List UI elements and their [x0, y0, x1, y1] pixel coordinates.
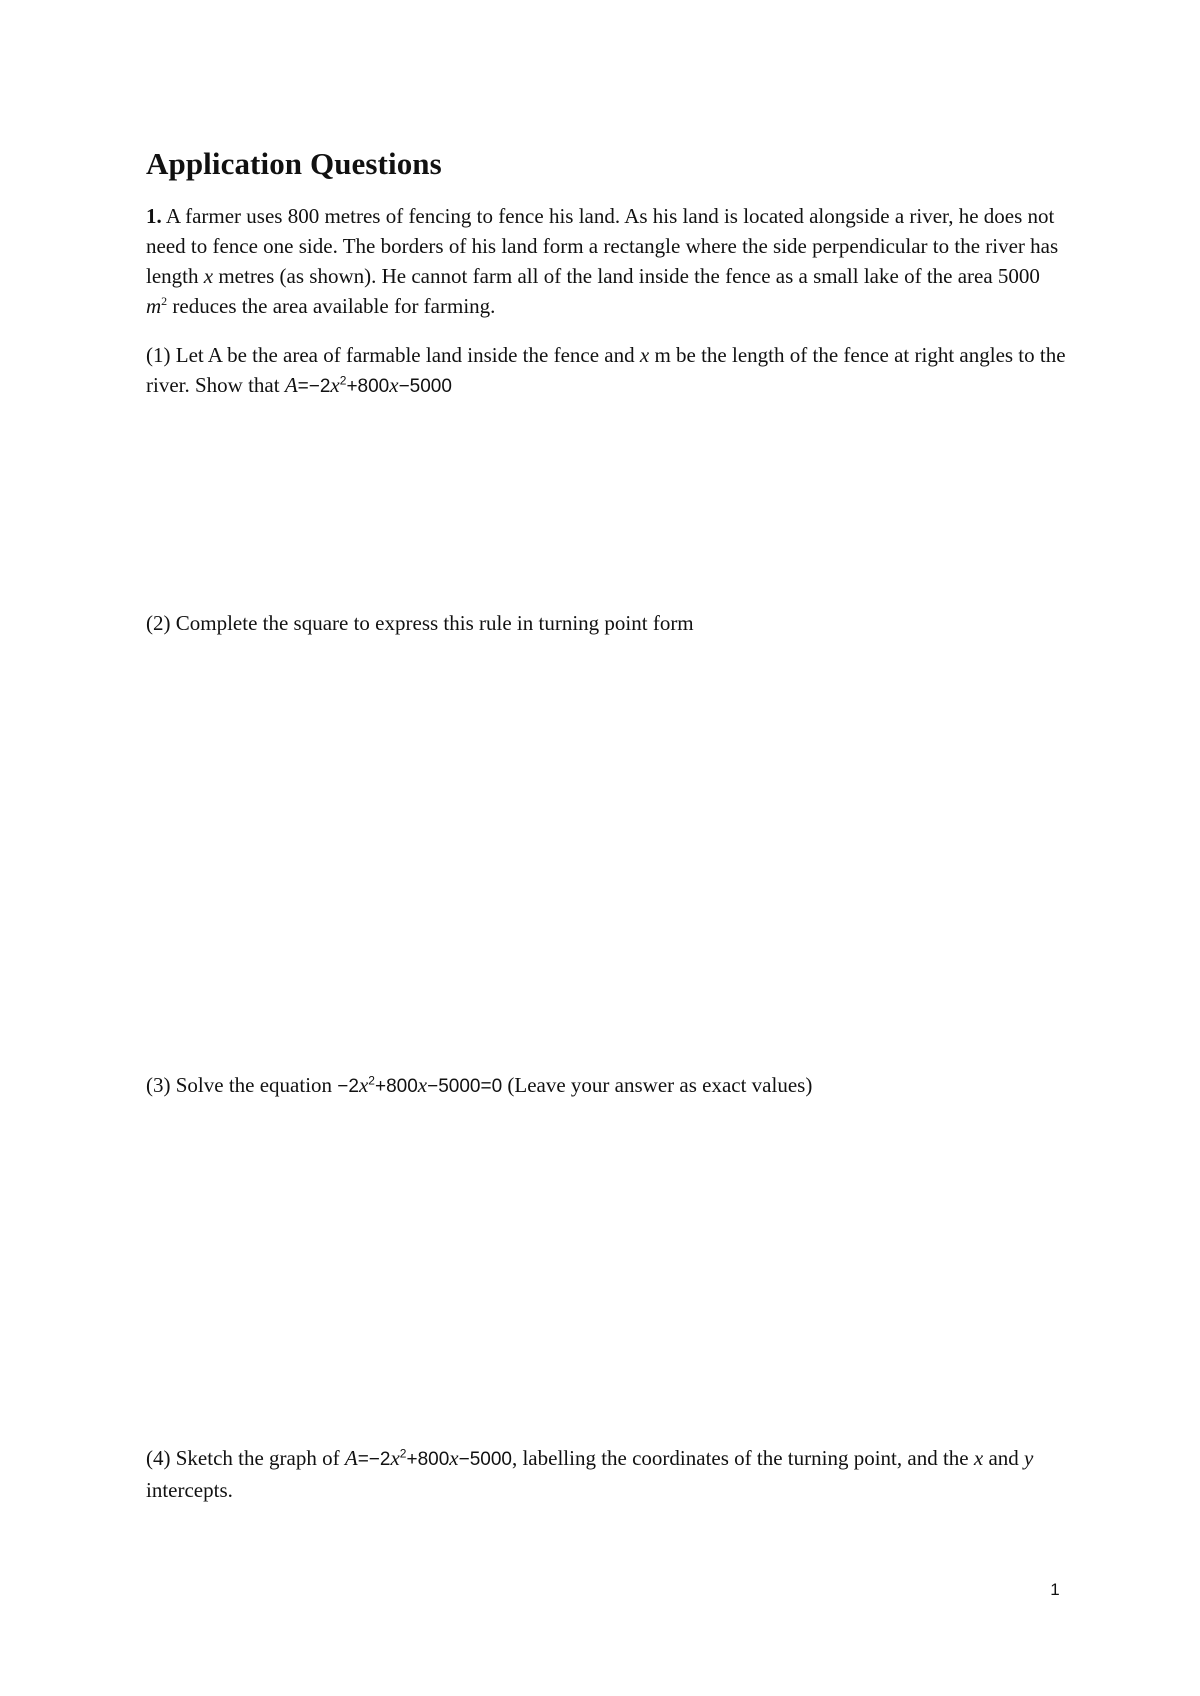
variable-x: x — [639, 343, 650, 367]
eq-variable-x: x — [417, 1073, 428, 1097]
q4-text-b: , labelling the coordinates of the turning point, and the — [511, 1446, 974, 1470]
intro-text-c: reduces the area available for farming. — [167, 294, 496, 318]
variable-y: y — [1024, 1446, 1034, 1470]
quadratic-equation — [337, 1073, 503, 1097]
eq-variable-x: x — [389, 373, 399, 397]
question-part-1 — [146, 340, 1066, 402]
eq-variable-x: x — [330, 373, 340, 397]
question-part-4 — [146, 1443, 1066, 1505]
eq-variable-x: x — [390, 1446, 400, 1470]
q3-text-b: (Leave your answer as exact values) — [502, 1073, 813, 1097]
graph-equation — [344, 1446, 512, 1470]
unit-exponent: 2 — [161, 294, 168, 308]
eq-variable-x: x — [358, 1073, 369, 1097]
eq-exponent: 2 — [339, 373, 347, 388]
eq-part: −5000 — [398, 376, 452, 397]
eq-part: +800 — [346, 376, 390, 397]
q1-text-a: (1) Let A be the area of farmable land inside the fence and — [146, 343, 640, 367]
q4-text-a: (4) Sketch the graph of — [146, 1446, 345, 1470]
eq-part: =−2 — [357, 1449, 391, 1470]
eq-part: −5000 — [458, 1449, 512, 1470]
intro-text-b: metres (as shown). He cannot farm all of the land inside the fence as a small lake of the area 5000 — [213, 264, 1040, 288]
question-number: 1. — [146, 204, 162, 228]
eq-part: +800 — [406, 1449, 450, 1470]
eq-part: −2 — [337, 1076, 359, 1097]
q4-text-d: intercepts. — [146, 1478, 233, 1502]
unit-m: m — [146, 294, 162, 318]
question-1-intro — [146, 201, 1066, 321]
q1-text-b: m be the length of the fence at right angles to the river. Show that — [146, 343, 1066, 397]
variable-x: x — [973, 1446, 984, 1470]
q3-text-a: (3) Solve the equation — [146, 1073, 338, 1097]
eq-exponent: 2 — [368, 1073, 375, 1088]
question-part-3 — [146, 1070, 1066, 1102]
page-number: 1 — [1050, 1580, 1060, 1599]
question-part-2: (2) Complete the square to express this rule in turning point form — [146, 611, 694, 635]
eq-part: +800 — [374, 1076, 418, 1097]
eq-variable-a: A — [284, 373, 298, 397]
eq-exponent: 2 — [399, 1446, 407, 1461]
intro-text-a: A farmer uses 800 metres of fencing to fence his land. As his land is located alongside a river, he does not need to fence one side. The borders of his land form a rectangle where the side perpendicular to the river has length — [146, 204, 1059, 288]
area-equation — [284, 373, 452, 397]
eq-variable-x: x — [449, 1446, 459, 1470]
eq-part: =−2 — [297, 376, 331, 397]
page-title: Application Questions — [146, 146, 442, 181]
eq-part: −5000=0 — [427, 1076, 503, 1097]
q4-text-c: and — [983, 1446, 1025, 1470]
variable-x: x — [203, 264, 214, 288]
eq-variable-a: A — [344, 1446, 358, 1470]
